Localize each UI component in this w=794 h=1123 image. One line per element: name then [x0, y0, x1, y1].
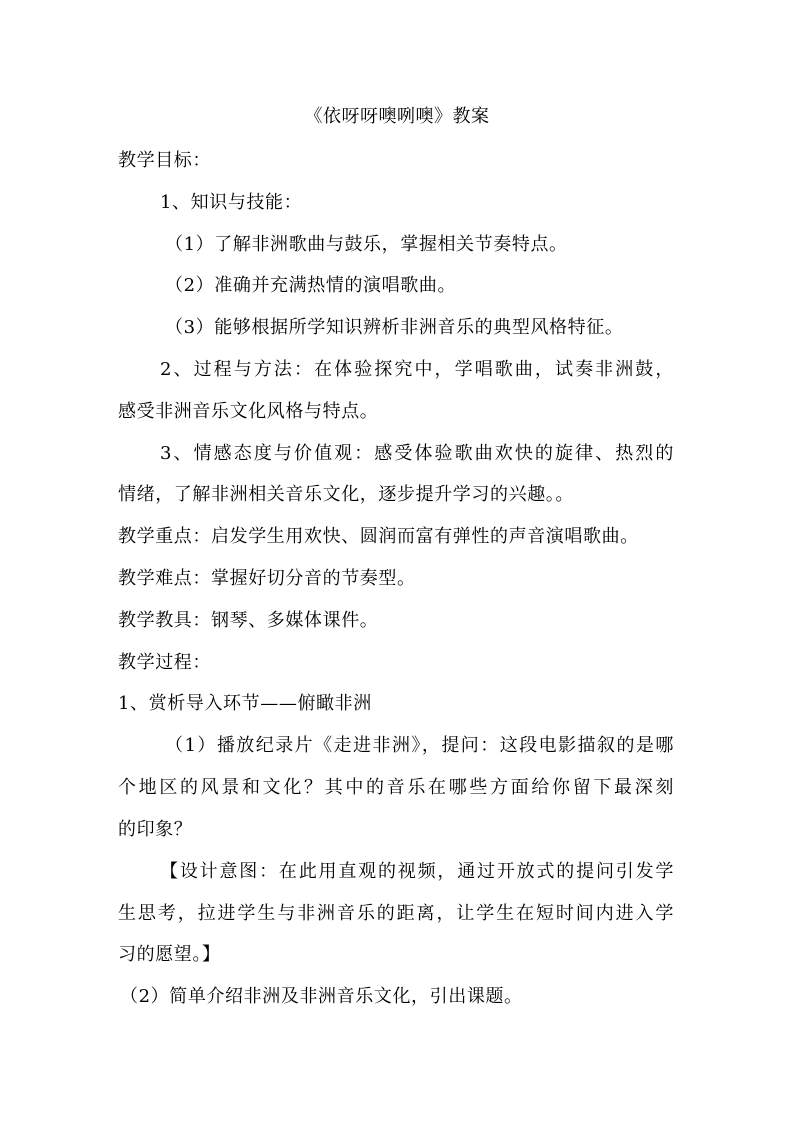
objective-process-line-2: 感受非洲音乐文化风格与特点。	[118, 401, 379, 422]
process-step-1-heading: 1、赏析导入环节——俯瞰非洲	[118, 693, 372, 714]
objective-process-line-1: 2、过程与方法：在体验探究中，学唱歌曲，试奏非洲鼓，	[160, 359, 674, 380]
objective-item-3: （3）能够根据所学知识辨析非洲音乐的典型风格特征。	[165, 317, 624, 338]
process-step-1-line-2: 个地区的风景和文化？其中的音乐在哪些方面给你留下最深刻	[118, 777, 674, 798]
objective-emotion-line-2: 情绪，了解非洲相关音乐文化，逐步提升学习的兴趣。。	[118, 484, 574, 505]
process-step-1-line-3: 的印象？	[118, 819, 193, 840]
section-heading-process: 教学过程：	[118, 652, 211, 673]
process-step-1-line-1: （1）播放纪录片《走进非洲》，提问：这段电影描叙的是哪	[165, 735, 674, 756]
design-intent-line-2: 生思考，拉进学生与非洲音乐的距离，让学生在短时间内进入学	[118, 903, 674, 924]
design-intent-line-3: 习的愿望。】	[118, 944, 221, 965]
teaching-tools: 教学教具：钢琴、多媒体课件。	[118, 610, 379, 631]
objective-item-1: （1）了解非洲歌曲与鼓乐，掌握相关节奏特点。	[165, 234, 568, 255]
teaching-difficulty: 教学难点：掌握好切分音的节奏型。	[118, 568, 416, 589]
document-title: 《依呀呀噢咧噢》教案	[304, 106, 490, 127]
section-heading-objectives: 教学目标：	[118, 150, 211, 171]
objective-heading-knowledge: 1、知识与技能：	[160, 192, 303, 213]
process-step-2: （2）简单介绍非洲及非洲音乐文化，引出课题。	[120, 986, 523, 1007]
objective-emotion-line-1: 3、情感态度与价值观：感受体验歌曲欢快的旋律、热烈的	[160, 443, 674, 464]
teaching-focus: 教学重点：启发学生用欢快、圆润而富有弹性的声音演唱歌曲。	[118, 526, 639, 547]
objective-item-2: （2）准确并充满热情的演唱歌曲。	[165, 275, 457, 296]
design-intent-line-1: 【设计意图：在此用直观的视频，通过开放式的提问引发学	[160, 861, 674, 882]
